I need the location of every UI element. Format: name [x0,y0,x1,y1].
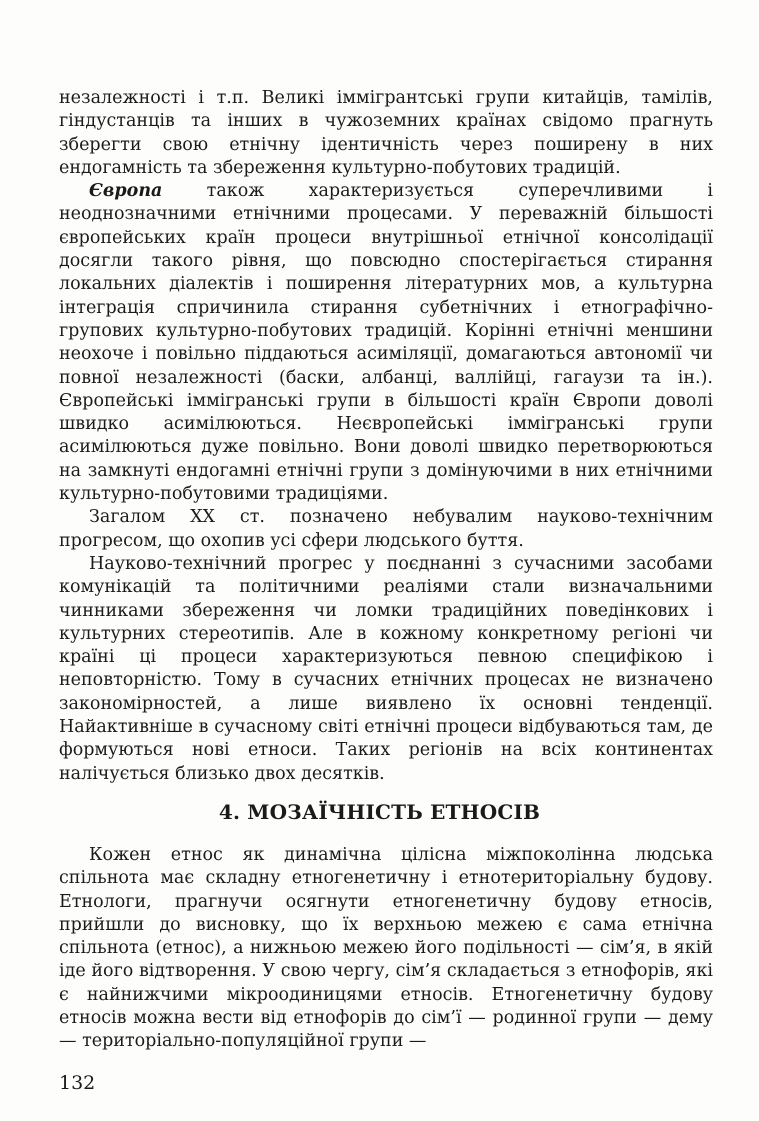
page-number: 132 [59,1072,96,1094]
text-block-bottom [59,844,713,1054]
paragraph-lead-term: Європа [89,181,163,202]
paragraph-body: також характеризується суперечливими і неоднозначними етнічними процесами. У переважній більшості європейських країн процеси внутрішньої етнічної консолідації досягли такого рівня, що повсюдно спостерігається стирання локальних діалектів і поширення літературних мов, а культурна інтеграція спричинила стирання субетнічних і етнографічно-групових культурно-побутових традицій. Корінні етнічні меншини неохоче і повільно піддаються асиміляції, домагаються автономії чи повної незалежності (баски, албанці, валлійці, гагаузи та ін.). Європейські іммігранські групи в більшості країн Європи доволі швидко асимілюються. Неєвропейські іммігранські групи асимілюються дуже повільно. Вони доволі швидко перетворюються на замкнуті ендогамні етнічні групи з домінуючими в них етнічними культурно-побутовими традиціями. [59,181,713,505]
section-heading: 4. МОЗАЇЧНІСТЬ ЕТНОСІВ [218,800,541,824]
paragraph-continuation: незалежності і т.п. Великі іммігрантські групи китайців, тамілів, гіндустанців та інших в чужоземних країнах свідомо прагнуть зберегти свою етнічну ідентичність через поширену в них ендогамність та збереження культурно-побутових традицій. [59,88,713,178]
text-block-top [59,87,713,786]
paragraph-ethnos-structure: Кожен етнос як динамічна цілісна міжпоколінна людська спільнота має складну етногенетичну і етнотериторіальну будову. Етнологи, прагнучи осягнути етногенетичну будову етносів, прийшли до висновку, що їх верхньою межею є сама етнічна спільнота (етнос), а нижньою межею його подільності — сім’я, в якій іде його відтворення. У свою чергу, сім’я складається з етнофорів, які є найнижчими мікроодиницями етносів. Етногенетичну будову етносів можна вести від етнофорів до сім’ї — родинної групи — дему — територіально-популяційної групи — [59,845,713,1052]
paragraph-progress-summary: Загалом XX ст. позначено небувалим науково-технічним прогресом, що охопив усі сфери людського буття. [59,507,713,551]
paragraph-europe [59,180,713,506]
paragraph-progress-detail: Науково-технічний прогрес у поєднанні з сучасними засобами комунікацій та політичними реаліями стали визначальними чинниками збереження чи ломки традиційних поведінкових і культурних стереотипів. Але в кожному конкретному регіоні чи країні ці процеси характеризуються певною специфікою і неповторністю. Тому в сучасних етнічних процесах не визначено закономірностей, а лише виявлено їх основні тенденції. Найактивніше в сучасному світі етнічні процеси відбуваються там, де формуються нові етноси. Таких регіонів на всіх континентах налічується близько двох десятків. [59,553,713,784]
